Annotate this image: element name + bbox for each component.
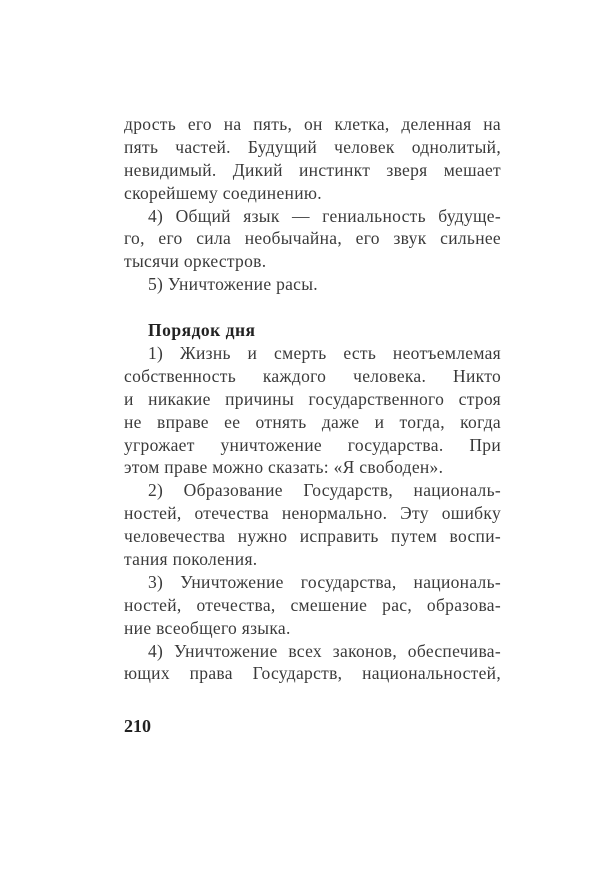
section-heading: Порядок дня bbox=[148, 320, 256, 341]
text-line: тысячи оркестров. bbox=[124, 251, 267, 272]
text-line: человечества нужно исправить путем воспи- bbox=[124, 526, 501, 547]
text-line: этом праве можно сказать: «Я свободен». bbox=[124, 457, 444, 478]
text-line: 3) Уничтожение государства, националь- bbox=[148, 571, 501, 592]
text-line: 4) Общий язык — гениальность будуще- bbox=[148, 205, 501, 226]
text-line: собственность каждого человека. Никто bbox=[124, 365, 501, 386]
text-line: 5) Уничтожение расы. bbox=[148, 274, 318, 295]
text-line: ностей, отечества ненормально. Эту ошибку bbox=[124, 503, 501, 524]
text-line: скорейшему соединению. bbox=[124, 182, 322, 203]
text-line: не вправе ее отнять даже и тогда, когда bbox=[124, 411, 501, 432]
page-body bbox=[124, 113, 501, 685]
text-line: угрожает уничтожение государства. При bbox=[124, 434, 501, 455]
text-line: 4) Уничтожение всех законов, обеспечива- bbox=[148, 640, 501, 661]
paragraph-gap bbox=[124, 296, 501, 319]
text-line: го, его сила необычайна, его звук сильнее bbox=[124, 228, 501, 249]
page-number: 210 bbox=[124, 716, 151, 736]
text-line: 2) Образование Государств, националь- bbox=[148, 480, 501, 501]
text-line: ностей, отечества, смешение рас, образова- bbox=[124, 594, 501, 615]
text-line: и никакие причины государственного строя bbox=[124, 388, 501, 409]
text-line: ющих права Государств, национальностей, bbox=[124, 663, 501, 684]
text-line: тания поколения. bbox=[124, 549, 258, 570]
text-line: пять частей. Будущий человек однолитый, bbox=[124, 136, 501, 157]
text-line: невидимый. Дикий инстинкт зверя мешает bbox=[124, 159, 501, 180]
text-line: дрость его на пять, он клетка, деленная на bbox=[124, 114, 501, 134]
text-line: 1) Жизнь и смерть есть неотъемлемая bbox=[148, 343, 501, 364]
text-line: ние всеобщего языка. bbox=[124, 617, 291, 638]
